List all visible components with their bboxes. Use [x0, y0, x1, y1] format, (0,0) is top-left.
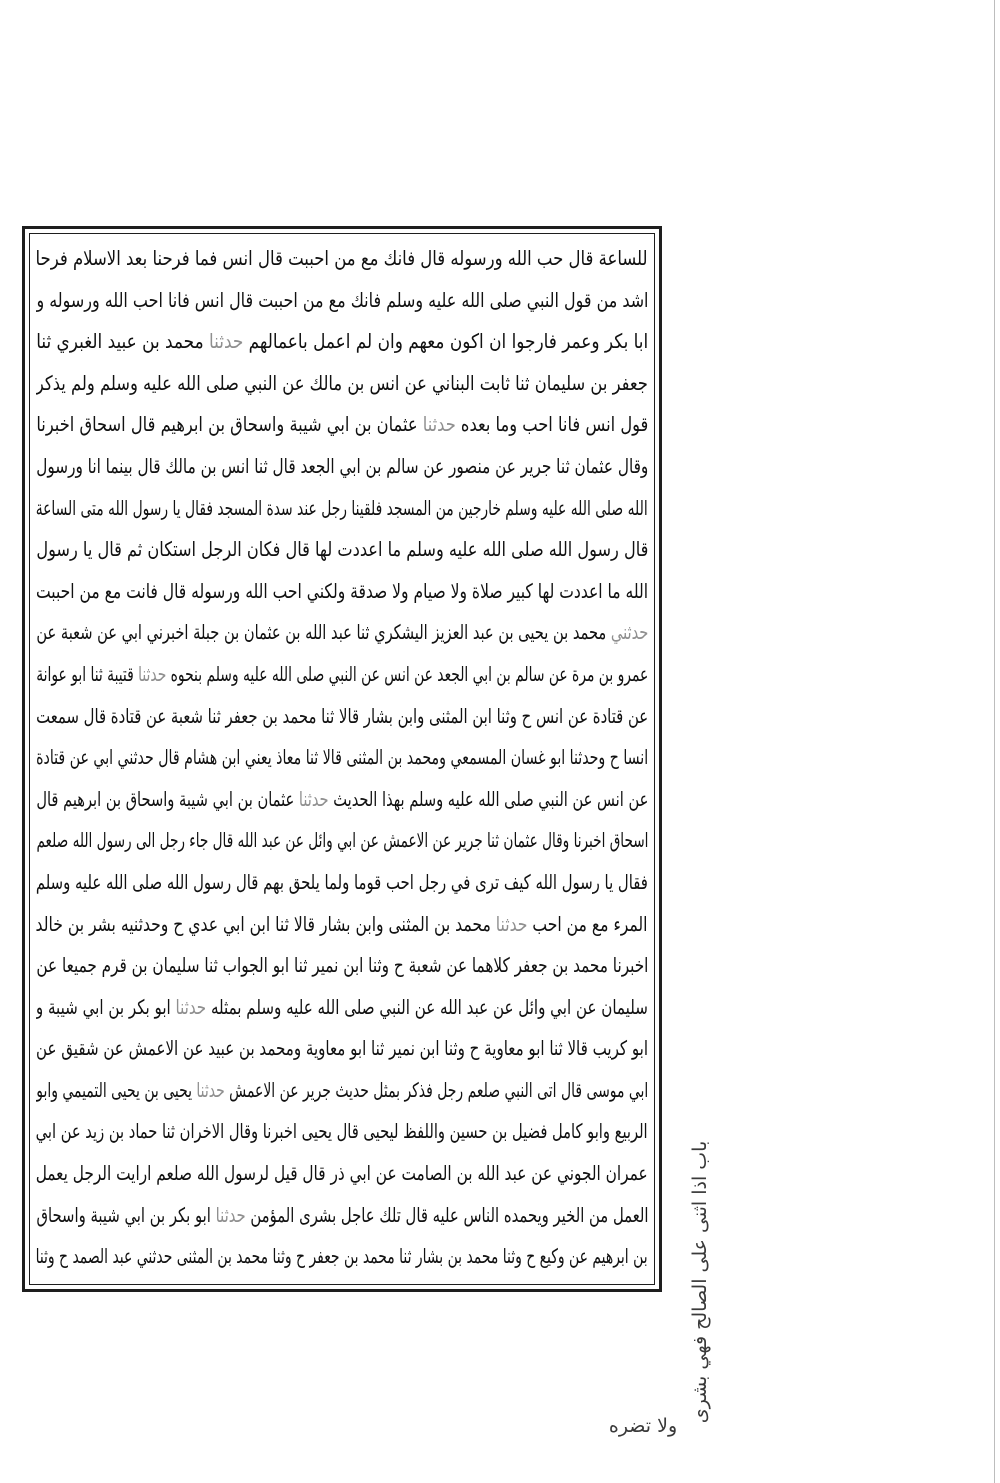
manuscript-line-text: [36, 1111, 648, 1153]
text-segment: ابو كريب قالا ثنا ابو معاوية ح وثنا ابن نمير ثنا ابو معاوية ومحمد بن عبيد عن الاعمش عن شقيق عن: [36, 1036, 648, 1061]
manuscript-line: [36, 1195, 648, 1237]
manuscript-line-text: [36, 571, 648, 613]
rubric-word: حدثنا: [196, 1077, 225, 1102]
manuscript-line-text: [36, 987, 648, 1029]
text-segment: جعفر بن سليمان ثنا ثابت البناني عن انس بن مالك عن النبي صلى الله عليه وسلم ولم يذكر: [36, 370, 648, 395]
manuscript-line-text: [36, 612, 648, 654]
manuscript-line-text: [36, 654, 648, 696]
manuscript-line-text: [36, 945, 648, 987]
text-segment: الله صلى الله عليه وسلم خارجين من المسجد فلقينا رجل عند سدة المسجد فقال يا رسول الله متى الساعة: [36, 495, 648, 520]
text-segment: قال رسول الله صلى الله عليه وسلم ما اعددت لها قال فكان الرجل استكان ثم قال يا رسول: [36, 537, 648, 562]
manuscript-line: [36, 612, 648, 654]
manuscript-line: [36, 529, 648, 571]
manuscript-line-text: [36, 1070, 648, 1112]
manuscript-line: [36, 1153, 648, 1195]
manuscript-line: [36, 696, 648, 738]
manuscript-text-block: [36, 238, 648, 1278]
manuscript-line: [36, 1236, 648, 1278]
manuscript-line-text: [36, 363, 648, 405]
text-segment: عثمان بن ابي شيبة واسحاق بن ابرهيم قال اسحاق اخبرنا: [36, 412, 418, 437]
text-segment: الله ما اعددت لها كبير صلاة ولا صيام ولا صدقة ولكني احب الله ورسوله قال فانت مع من احببت: [36, 578, 648, 603]
manuscript-line: [36, 737, 648, 779]
text-segment: سليمان عن ابي وائل عن عبد الله عن النبي صلى الله عليه وسلم بمثله: [211, 994, 648, 1019]
manuscript-line: [36, 238, 648, 280]
text-segment: محمد بن عبيد الغبري ثنا: [36, 329, 204, 354]
text-segment: ابو بكر بن ابي شيبة و: [36, 994, 171, 1019]
manuscript-line: [36, 404, 648, 446]
scan-edge-line: [994, 0, 995, 1483]
manuscript-line-text: [36, 1195, 648, 1237]
rubric-word: حدثنا: [496, 911, 528, 936]
manuscript-line: [36, 862, 648, 904]
text-segment: المرء مع من احب: [532, 911, 648, 936]
manuscript-line-text: [36, 904, 648, 946]
rubric-word: حدثنا: [175, 994, 207, 1019]
rubric-word: حدثنا: [137, 661, 167, 686]
manuscript-line-text: [36, 404, 648, 446]
rubric-word: حدثنا: [422, 412, 456, 437]
manuscript-line: [36, 1070, 648, 1112]
manuscript-line-text: [36, 529, 648, 571]
manuscript-line: [36, 904, 648, 946]
text-segment: محمد بن المثنى وابن بشار قالا ثنا ابن ابي عدي ح وحدثنيه بشر بن خالد: [36, 911, 492, 936]
manuscript-line-text: [36, 1153, 648, 1195]
text-segment: يحيى بن يحيى التميمي وابو: [36, 1077, 192, 1102]
text-segment: وقال عثمان ثنا جرير عن منصور عن سالم بن ابي الجعد قال ثنا انس بن مالك قال بينما انا ورسول: [36, 453, 648, 478]
text-segment: للساعة قال حب الله ورسوله قال فانك مع من احببت قال انس فما فرحنا بعد الاسلام فرحا: [36, 246, 648, 270]
text-segment: عثمان بن ابي شيبة واسحاق بن ابرهيم قال: [36, 786, 294, 811]
manuscript-line-text: [36, 238, 648, 280]
page-frame: [22, 226, 662, 1292]
manuscript-line: [36, 820, 648, 862]
text-segment: فقال يا رسول الله كيف ترى في رجل احب قوما ولما يلحق بهم قال رسول الله صلى الله عليه وسلم: [36, 869, 648, 894]
manuscript-line-text: [36, 488, 648, 530]
rubric-word: حدثنا: [298, 786, 329, 811]
text-segment: عن قتادة عن انس ح وثنا ابن المثنى وابن بشار قالا ثنا محمد بن جعفر ثنا شعبة عن قتادة قال سمعت: [36, 703, 648, 728]
manuscript-line: [36, 363, 648, 405]
text-segment: ابي موسى قال اتى النبي صلعم رجل فذكر بمثل حديث جرير عن الاعمش: [228, 1077, 648, 1102]
manuscript-line: [36, 488, 648, 530]
text-segment: عمرو بن مرة عن سالم بن ابي الجعد عن انس عن النبي صلى الله عليه وسلم بنحوه: [170, 661, 648, 686]
manuscript-line-text: [36, 779, 648, 821]
page-frame-inner-rule: [29, 233, 655, 1285]
text-segment: عمران الجوني عن عبد الله بن الصامت عن ابي ذر قال قيل لرسول الله صلعم ارايت الرجل يعمل: [36, 1161, 648, 1186]
text-segment: قتيبة ثنا ابو عوانة: [36, 661, 134, 686]
manuscript-line-text: [36, 820, 648, 862]
manuscript-line: [36, 654, 648, 696]
text-segment: محمد بن يحيى بن عبد العزيز اليشكري ثنا عبد الله بن عثمان بن جبلة اخبرني ابي عن شعبة عن: [36, 620, 606, 645]
manuscript-line-text: [36, 737, 648, 779]
manuscript-line: [36, 321, 648, 363]
manuscript-line-text: [36, 321, 648, 363]
manuscript-line: [36, 1028, 648, 1070]
manuscript-line-text: [36, 1236, 648, 1278]
text-segment: ابا بكر وعمر فارجوا ان اكون معهم وان لم اعمل باعمالهم: [248, 329, 648, 354]
text-segment: الربيع وابو كامل فضيل بن حسين واللفظ ليحيى قال يحيى اخبرنا وقال الاخران ثنا حماد بن زيد عن ابي: [36, 1119, 648, 1144]
rubric-word: حدثنا: [208, 329, 244, 354]
text-segment: بن ابرهيم عن وكيع ح وثنا محمد بن بشار ثنا محمد بن جعفر ح وثنا محمد بن المثنى حدثني عبد الصمد ح وثنا: [36, 1244, 648, 1269]
text-segment: عن انس عن النبي صلى الله عليه وسلم بهذا الحديث: [332, 786, 648, 811]
text-segment: ابو بكر بن ابي شيبة واسحاق: [36, 1202, 211, 1227]
margin-chapter-heading: [680, 1137, 720, 1427]
manuscript-line: [36, 945, 648, 987]
text-segment: انسا ح وحدثنا ابو غسان المسمعي ومحمد بن المثنى قالا ثنا معاذ يعني ابن هشام قال حدثني ابي عن قتادة: [36, 745, 648, 770]
manuscript-line: [36, 446, 648, 488]
margin-note-continuation: ولا تضره: [608, 1415, 678, 1437]
text-segment: قول انس فانا احب وما بعده: [460, 412, 648, 437]
manuscript-line-text: [36, 280, 648, 322]
manuscript-line-text: [36, 1028, 648, 1070]
text-segment: العمل من الخير ويحمده الناس عليه قال تلك عاجل بشرى المؤمن: [249, 1202, 648, 1227]
manuscript-line-text: [36, 862, 648, 904]
rubric-word: حدثنا: [215, 1202, 246, 1227]
manuscript-line: [36, 1111, 648, 1153]
margin-chapter-heading-text: باب اذا اثنى على الصالح فهي بشرى: [689, 1140, 711, 1424]
text-segment: اسحاق اخبرنا وقال عثمان ثنا جرير عن الاعمش عن ابي وائل عن عبد الله قال جاء رجل الى رسول الله صلعم: [36, 828, 648, 853]
rubric-word: حدثني: [610, 620, 648, 645]
manuscript-line: [36, 571, 648, 613]
manuscript-line-text: [36, 696, 648, 738]
text-segment: اخبرنا محمد بن جعفر كلاهما عن شعبة ح وثنا ابن نمير ثنا ابو الجواب ثنا سليمان بن قرم جميعا عن: [36, 953, 648, 978]
manuscript-line: [36, 779, 648, 821]
manuscript-line-text: [36, 446, 648, 488]
manuscript-line: [36, 987, 648, 1029]
manuscript-line: [36, 280, 648, 322]
text-segment: اشد من قول النبي صلى الله عليه وسلم فانك مع من احببت قال انس فانا احب الله ورسوله و: [36, 287, 648, 312]
